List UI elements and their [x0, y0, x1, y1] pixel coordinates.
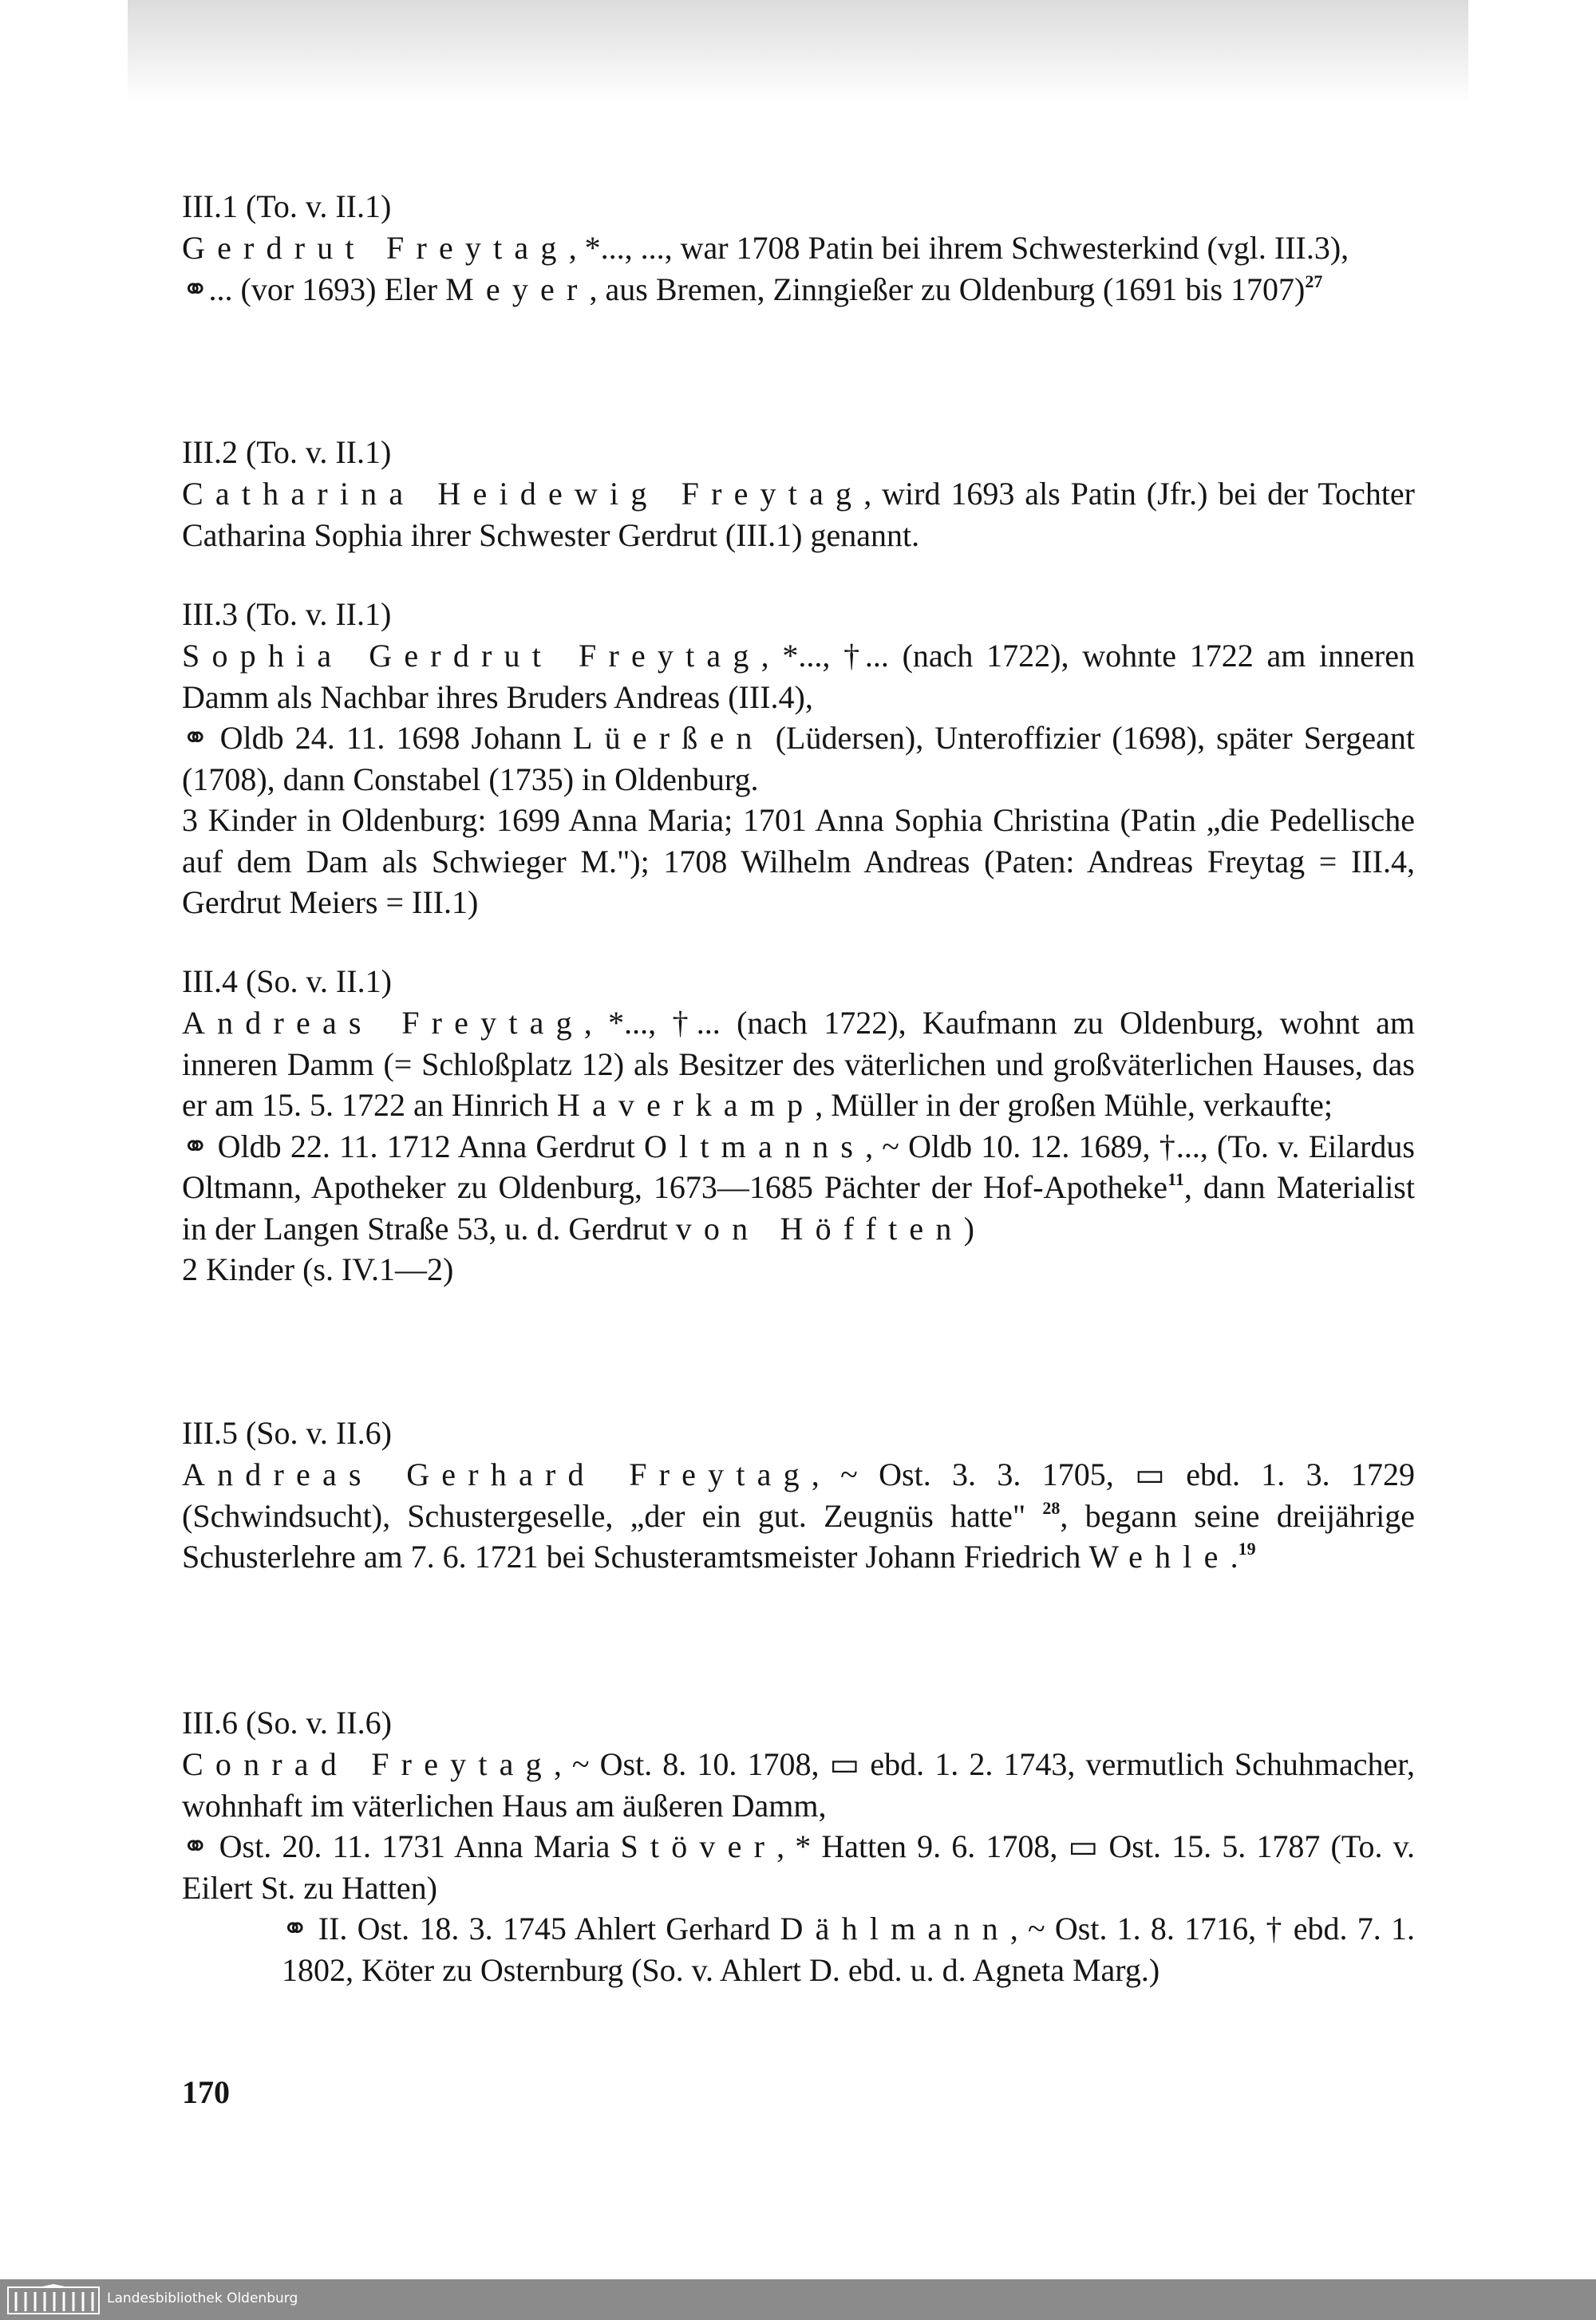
entry-III-1 [182, 186, 1415, 310]
entry-heading: III.3 (To. v. II.1) [182, 596, 392, 632]
marriage-line: ⚭ Ost. 20. 11. 1731 Anna Maria Stöver, * Hatten 9. 6. 1708, ▭ Ost. 15. 5. 1787 (To. v. Eilert St. zu Hatten) [182, 1828, 1415, 1906]
person-name: Andreas Gerhard Freytag [182, 1456, 812, 1492]
person-name: Sophia Gerdrut Freytag [182, 638, 761, 674]
entry-heading: III.6 (So. v. II.6) [182, 1705, 392, 1741]
entry-III-3 [182, 594, 1415, 923]
person-name: Gerdrut Freytag [182, 230, 569, 266]
entry-line: Catharina Heidewig Freytag, wird 1693 als Patin (Jfr.) bei der Tochter Catharina Sophia ihrer Schwester Gerdrut (III.1) genannt. [182, 476, 1416, 553]
entry-III-6 [182, 1702, 1415, 1990]
person-name: Dählmann [780, 1911, 1010, 1947]
library-footer-bar [0, 2279, 1596, 2320]
children-line: 3 Kinder in Oldenburg: 1699 Anna Maria; 1701 Anna Sophia Christina (Patin „die Pedellische auf dem Dam als Schwieger M."); 1708 Wilhelm Andreas (Paten: Andreas Freytag = III.4, Gerdrut Meiers = III.1) [182, 802, 1415, 920]
person-name: Conrad Freytag [182, 1746, 554, 1782]
person-name: Catharina Heidewig Freytag [182, 476, 864, 512]
entry-line: Sophia Gerdrut Freytag, *..., †... (nach 1722), wohnte 1722 am inneren Damm als Nachbar ihres Bruders Andreas (III.4), [182, 638, 1415, 715]
entry-heading: III.2 (To. v. II.1) [182, 434, 392, 470]
entry-heading: III.5 (So. v. II.6) [182, 1415, 392, 1451]
library-building-logo [6, 2284, 101, 2315]
footnote-ref: 11 [1167, 1169, 1184, 1189]
entry-line: Gerdrut Freytag, *..., ..., war 1708 Patin bei ihrem Schwesterkind (vgl. III.3), [182, 230, 1349, 266]
footnote-ref: 28 [1042, 1497, 1061, 1518]
library-name: Landesbibliothek Oldenburg [107, 2290, 298, 2306]
entry-III-4 [182, 961, 1415, 1290]
person-name: Stöver [620, 1828, 777, 1864]
entry-heading: III.1 (To. v. II.1) [182, 188, 392, 224]
person-name: Wehle [1088, 1539, 1231, 1575]
marriage-line: ⚭ Oldb 22. 11. 1712 Anna Gerdrut Oltmanns, ~ Oldb 10. 12. 1689, †..., (To. v. Eilardus Oltmann, Apotheker zu Oldenburg, 1673—1685 Pächter der Hof-Apotheke$^{11}$, dann Materialist in der Langen Straße 53, u. d. Gerdrut von Höfften) [182, 1128, 1416, 1247]
marriage-line: ⚭... (vor 1693) Eler Meyer, aus Bremen, Zinngießer zu Oldenburg (1691 bis 1707)$^{27}$ [182, 271, 1323, 307]
entry-III-2 [182, 432, 1415, 555]
page-number: 170 [182, 2074, 230, 2110]
children-line: 2 Kinder (s. IV.1—2) [182, 1251, 454, 1287]
entry-line: Andreas Gerhard Freytag, ~ Ost. 3. 3. 1705, ▭ ebd. 1. 3. 1729 (Schwindsucht), Schustergeselle, „der ein gut. Zeugnüs hatte" $^{28}$, begann seine dreijährige Schusterlehre am 7. 6. 1721 bei Schusteramtsmeister Johann Friedrich Wehle.$^{19}$ [182, 1456, 1415, 1575]
entry-heading: III.4 (So. v. II.1) [182, 963, 392, 999]
person-name: Andreas Freytag [182, 1005, 584, 1041]
entry-line: Andreas Freytag, *..., †... (nach 1722), Kaufmann zu Oldenburg, wohnt am inneren Damm (= Schloßplatz 12) als Besitzer des väterlichen und großväterlichen Hauses, das er am 15. 5. 1722 an Hinrich Haverkamp, Müller in der großen Mühle, verkaufte; [182, 1005, 1415, 1123]
scan-top-shadow [128, 0, 1468, 104]
second-marriage-line: ⚭ II. Ost. 18. 3. 1745 Ahlert Gerhard Dählmann, ~ Ost. 1. 8. 1716, † ebd. 7. 1. 1802, Köter zu Osternburg (So. v. Ahlert D. ebd. u. d. Agneta Marg.) [282, 1911, 1415, 1988]
person-name: Oltmanns [643, 1128, 866, 1164]
footnote-ref: 27 [1305, 271, 1323, 291]
footnote-ref: 19 [1238, 1539, 1256, 1559]
entry-line: Conrad Freytag, ~ Ost. 8. 10. 1708, ▭ ebd. 1. 2. 1743, vermutlich Schuhmacher, wohnhaft im väterlichen Haus am äußeren Damm, [182, 1746, 1415, 1824]
marriage-line: ⚭ Oldb 24. 11. 1698 Johann Lüerßen (Lüdersen), Unteroffizier (1698), später Sergeant (1708), dann Constabel (1735) in Oldenburg. [182, 720, 1415, 797]
person-name: Lüerßen [572, 720, 764, 756]
person-name: Haverkamp [556, 1087, 816, 1123]
person-name: Meyer [445, 271, 590, 307]
person-name: von Höfften [675, 1210, 964, 1247]
entry-III-5 [182, 1413, 1415, 1578]
